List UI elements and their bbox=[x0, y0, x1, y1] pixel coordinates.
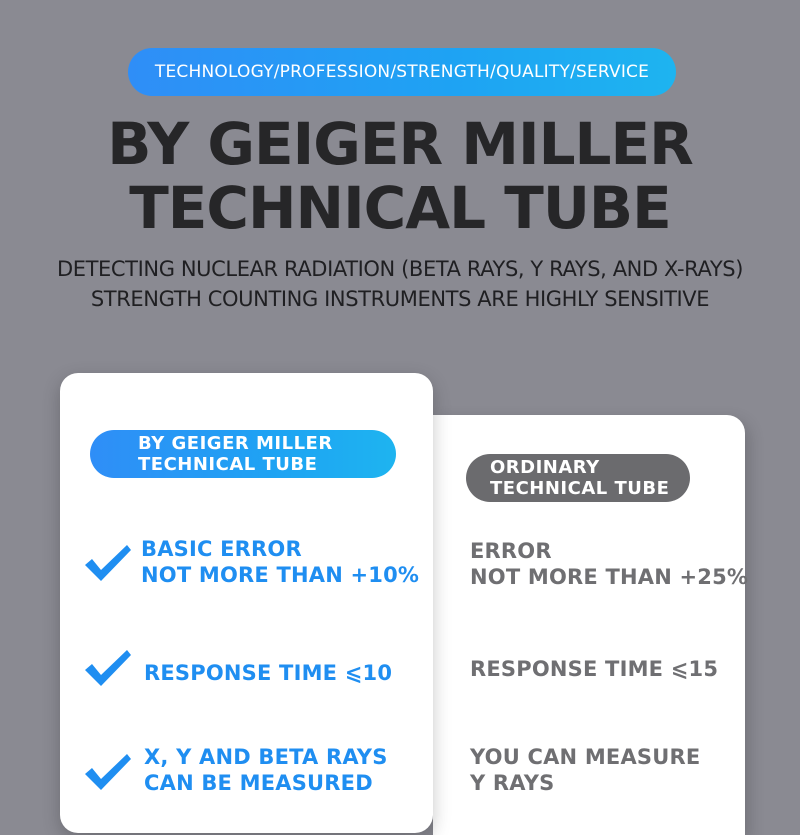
feature-line: CAN BE MEASURED bbox=[144, 771, 373, 795]
feature-line: Y RAYS bbox=[470, 771, 555, 795]
feature-line: BASIC ERROR bbox=[141, 537, 302, 561]
geiger-tube-title-badge bbox=[90, 430, 396, 478]
subheadline-line-2: STRENGTH COUNTING INSTRUMENTS ARE HIGHLY SENSITIVE bbox=[90, 287, 710, 311]
check-icon bbox=[82, 648, 132, 688]
feature-line: X, Y AND BETA RAYS bbox=[144, 745, 388, 769]
headline-line-2: TECHNICAL TUBE bbox=[129, 174, 671, 242]
tagline-text: TECHNOLOGY/PROFESSION/STRENGTH/QUALITY/SERVICE bbox=[154, 62, 650, 82]
ordinary-feature-error bbox=[470, 538, 748, 590]
feature-line: RESPONSE TIME ⩽10 bbox=[144, 661, 393, 685]
ordinary-tube-title-line-1: ORDINARY bbox=[490, 457, 600, 478]
ordinary-feature-ray-types bbox=[470, 744, 700, 796]
check-icon bbox=[82, 543, 132, 583]
feature-line: NOT MORE THAN +25% bbox=[470, 565, 749, 589]
feature-line: YOU CAN MEASURE bbox=[470, 745, 701, 769]
ordinary-tube-title-line-2: TECHNICAL TUBE bbox=[490, 478, 670, 499]
geiger-feature-basic-error bbox=[141, 536, 419, 588]
tagline-banner bbox=[128, 48, 676, 96]
geiger-tube-title-line-1: BY GEIGER MILLER bbox=[138, 433, 333, 454]
geiger-feature-ray-types bbox=[144, 744, 388, 796]
feature-line: RESPONSE TIME ⩽15 bbox=[470, 657, 719, 681]
feature-line: ERROR bbox=[470, 539, 552, 563]
geiger-tube-title-line-2: TECHNICAL TUBE bbox=[138, 454, 318, 475]
subheadline-line-1: DETECTING NUCLEAR RADIATION (BETA RAYS, Y RAYS, AND X-RAYS) bbox=[56, 257, 743, 281]
check-icon bbox=[82, 752, 132, 792]
ordinary-feature-response-time bbox=[470, 656, 718, 682]
headline-line-1: BY GEIGER MILLER bbox=[107, 110, 693, 178]
ordinary-tube-title-badge bbox=[466, 454, 690, 502]
geiger-feature-response-time bbox=[144, 660, 392, 686]
feature-line: NOT MORE THAN +10% bbox=[141, 563, 420, 587]
